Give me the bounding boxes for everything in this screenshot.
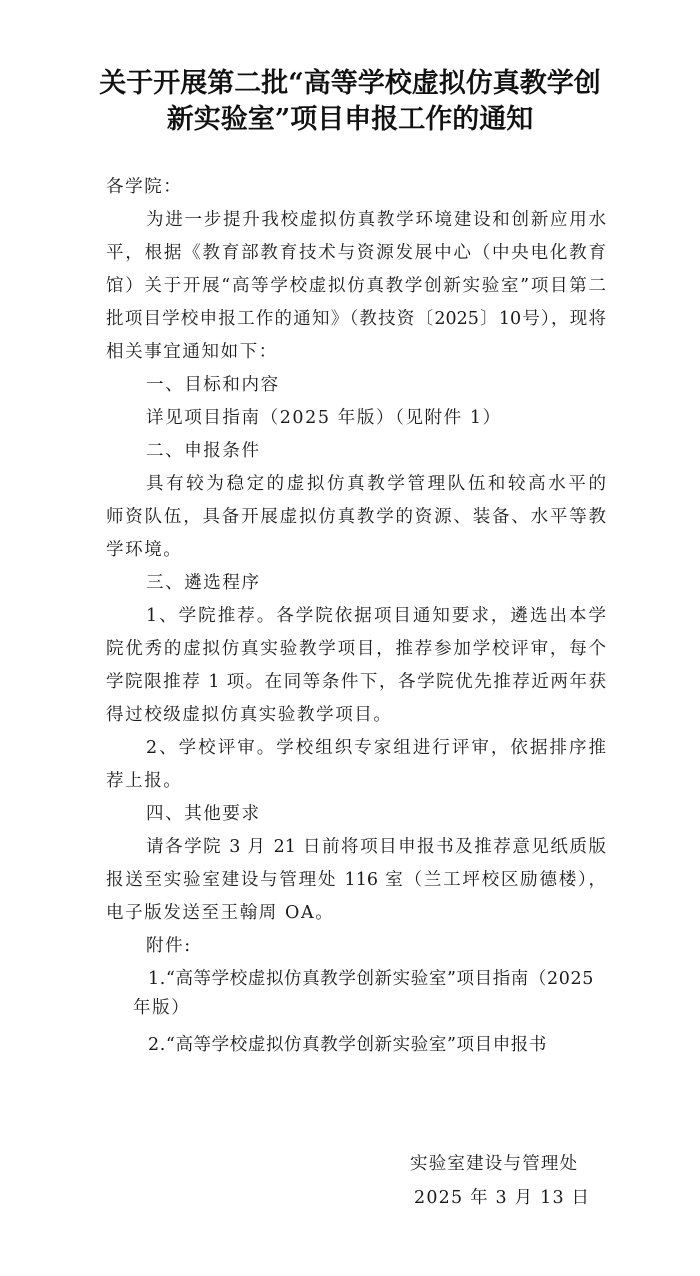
section-3-item-1-line: 1、学院推荐。各学院依据项目通知要求，遴选出本学: [146, 606, 606, 626]
section-3-item-2-line: 荐上报。: [106, 771, 183, 791]
intro-line: 平，根据《教育部教育技术与资源发展中心（中央电化教育: [106, 243, 606, 263]
signature-date: 2025 年 3 月 13 日: [414, 1188, 591, 1208]
intro-line: 馆）关于开展“高等学校虚拟仿真教学创新实验室”项目第二: [106, 276, 606, 296]
notice-title-line-2: 新实验室”项目申报工作的通知: [166, 104, 534, 135]
intro-line: 批项目学校申报工作的通知》（教技资〔2025〕10号），现将: [106, 309, 606, 329]
attachment-1-line-1: 1.“高等学校虚拟仿真教学创新实验室”项目指南（2025: [148, 969, 594, 989]
section-3-item-1-line: 得过校级虚拟仿真实验教学项目。: [106, 705, 393, 725]
salutation: 各学院：: [106, 177, 183, 197]
section-1-heading: 一、目标和内容: [146, 375, 280, 395]
section-3-item-1-line: 院优秀的虚拟仿真实验教学项目，推荐参加学校评审，每个: [106, 639, 606, 659]
signature-department: 实验室建设与管理处: [410, 1154, 579, 1174]
section-1-body: 详见项目指南（2025 年版）（见附件 1）: [146, 408, 502, 428]
attachments-label: 附件:: [146, 936, 192, 956]
section-2-line: 学环境。: [106, 540, 183, 560]
section-2-line: 师资队伍，具备开展虚拟仿真教学的资源、装备、水平等教: [106, 507, 606, 527]
section-2-heading: 二、申报条件: [146, 441, 261, 461]
section-4-heading: 四、其他要求: [146, 804, 261, 824]
section-4-line: 报送至实验室建设与管理处 116 室（兰工坪校区励德楼），: [106, 870, 606, 890]
section-3-heading: 三、遴选程序: [146, 573, 261, 593]
attachment-1-line-2: 年版）: [133, 998, 191, 1018]
intro-line: 相关事宜通知如下：: [106, 342, 278, 362]
notice-title-line-1: 关于开展第二批“高等学校虚拟仿真教学创: [99, 68, 601, 99]
attachment-2: 2.“高等学校虚拟仿真教学创新实验室”项目申报书: [148, 1035, 547, 1055]
intro-line: 为进一步提升我校虚拟仿真教学环境建设和创新应用水: [146, 210, 606, 230]
section-3-item-1-line: 学院限推荐 1 项。在同等条件下，各学院优先推荐近两年获: [106, 672, 606, 692]
section-4-line: 请各学院 3 月 21 日前将项目申报书及推荐意见纸质版: [146, 837, 606, 857]
section-2-line: 具有较为稳定的虚拟仿真教学管理队伍和较高水平的: [146, 474, 606, 494]
section-3-item-2-line: 2、学校评审。学校组织专家组进行评审，依据排序推: [146, 738, 606, 758]
section-4-line: 电子版发送至王翰周 OA。: [106, 903, 335, 923]
